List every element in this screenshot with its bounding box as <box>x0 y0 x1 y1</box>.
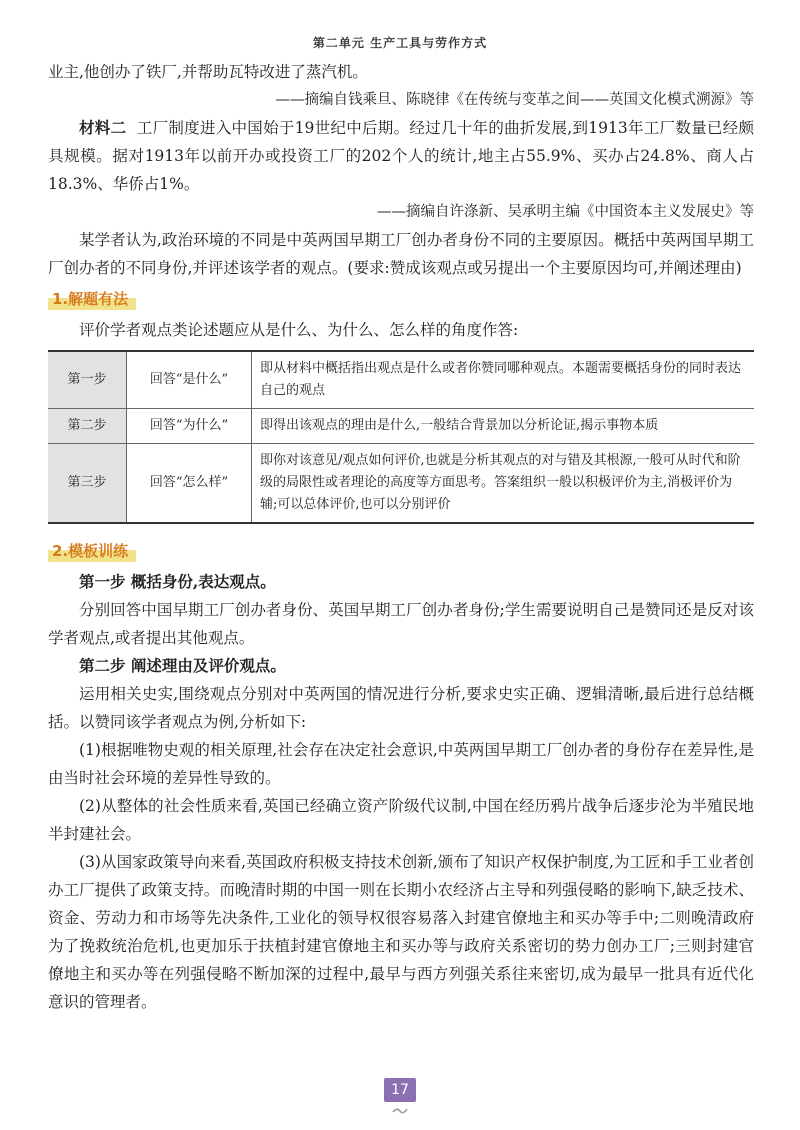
running-header: 第二单元 生产工具与劳作方式 <box>312 36 488 50</box>
section-tag-template: 2.模板训练 <box>48 540 136 562</box>
action-cell: 回答“怎么样” <box>127 444 252 524</box>
table-row <box>48 409 754 444</box>
step-one-text: 分别回答中国早期工厂创办者身份、英国早期工厂创办者身份;学生需要说明自己是赞同还是反对该学者观点,或者提出其他观点。 <box>48 601 754 647</box>
intro-continuation: 业主,他创办了铁厂,并帮助瓦特改进了蒸汽机。 <box>48 63 368 81</box>
question-text: 某学者认为,政治环境的不同是中英两国早期工厂创办者身份不同的主要原因。概括中英两国早期工厂创办者的不同身份,并评述该学者的观点。(要求:赞成该观点或另提出一个主要原因均可,并阐述理由) <box>48 231 754 277</box>
analysis-point-2: (2)从整体的社会性质来看,英国已经确立资产阶级代议制,中国在经历鸦片战争后逐步沦为半殖民地半封建社会。 <box>48 797 754 843</box>
source-citation-2: ——摘编自许涤新、吴承明主编《中国资本主义发展史》等 <box>377 204 754 220</box>
step-cell: 第三步 <box>48 444 127 524</box>
material-two-label: 材料二 <box>79 118 127 137</box>
table-row <box>48 351 754 409</box>
analysis-point-3: (3)从国家政策导向来看,英国政府积极支持技术创新,颁布了知识产权保护制度,为工匠和手工业者创办工厂提供了政策支持。而晚清时期的中国一则在长期小农经济占主导和列强侵略的影响下,缺乏技术、资金、劳动力和市场等先决条件,工业化的领导权很容易落入封建官僚地主和买办等手中;二则晚清政府为了挽救统治危机,也更加乐于扶植封建官僚地主和买办等与政府关系密切的势力创办工厂;三则封建官僚地主和买办等在列强侵略不断加深的过程中,最早与西方列强关系往来密切,成为最早一批具有近代化意识的管理者。 <box>48 853 754 1011</box>
description-cell: 即你对该意见/观点如何评价,也就是分析其观点的对与错及其根源,一般可从时代和阶级的局限性或者理论的高度等方面思考。答案组织一般以积极评价为主,消极评价为辅;可以总体评价,也可以分别评价 <box>252 444 755 524</box>
page-ornament-icon <box>392 1106 408 1116</box>
source-citation-1: ——摘编自钱乘旦、陈晓律《在传统与变革之间——英国文化模式溯源》等 <box>275 92 754 108</box>
step-two-title: 第二步 阐述理由及评价观点。 <box>79 656 286 675</box>
step-cell: 第二步 <box>48 409 127 444</box>
steps-table <box>48 350 754 524</box>
description-cell: 即从材料中概括指出观点是什么或者你赞同哪种观点。本题需要概括身份的同时表达自己的观点 <box>252 351 755 409</box>
page-number: 17 <box>384 1078 416 1102</box>
step-cell: 第一步 <box>48 351 127 409</box>
material-two <box>48 114 754 198</box>
action-cell: 回答“是什么” <box>127 351 252 409</box>
material-two-text: 工厂制度进入中国始于19世纪中后期。经过几十年的曲折发展,到1913年工厂数量已经颇具规模。据对1913年以前开办或投资工厂的202个人的统计,地主占55.9%、买办占24.8%、商人占18.3%、华侨占1%。 <box>48 119 754 193</box>
step-two-text: 运用相关史实,围绕观点分别对中英两国的情况进行分析,要求史实正确、逻辑清晰,最后进行总结概括。以赞同该学者观点为例,分析如下: <box>48 685 754 731</box>
step-one-title: 第一步 概括身份,表达观点。 <box>79 572 276 591</box>
section-tag-method: 1.解题有法 <box>48 288 136 310</box>
method-intro: 评价学者观点类论述题应从是什么、为什么、怎么样的角度作答: <box>79 321 519 339</box>
table-row <box>48 444 754 524</box>
action-cell: 回答“为什么” <box>127 409 252 444</box>
analysis-point-1: (1)根据唯物史观的相关原理,社会存在决定社会意识,中英两国早期工厂创办者的身份存在差异性,是由当时社会环境的差异性导致的。 <box>48 741 754 787</box>
description-cell: 即得出该观点的理由是什么,一般结合背景加以分析论证,揭示事物本质 <box>252 409 755 444</box>
content <box>48 58 754 1016</box>
